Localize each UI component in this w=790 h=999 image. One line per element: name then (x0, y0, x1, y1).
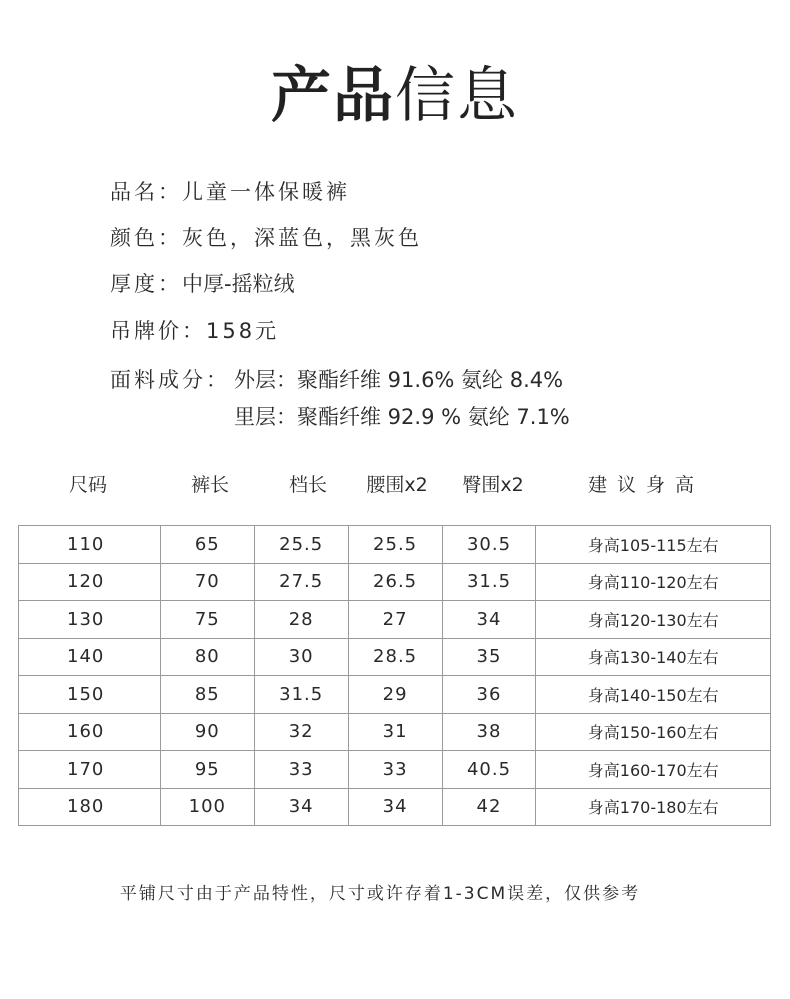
cell-hip: 36 (442, 676, 536, 714)
cell-height: 身高150-160左右 (536, 713, 771, 751)
material-inner: 里层：聚酯纤维 92.9 % 氨纶 7.1% (234, 405, 570, 429)
thickness-value: 中厚-摇粒绒 (182, 272, 295, 296)
cell-waist: 29 (348, 676, 442, 714)
cell-rise: 34 (254, 788, 348, 826)
price-value: 158元 (206, 319, 280, 343)
cell-pants-length: 100 (160, 788, 254, 826)
cell-hip: 34 (442, 601, 536, 639)
cell-waist: 27 (348, 601, 442, 639)
table-row (19, 563, 771, 601)
info-price (110, 315, 279, 345)
cell-pants-length: 75 (160, 601, 254, 639)
price-label: 吊牌价： (110, 319, 206, 343)
cell-size: 180 (19, 788, 161, 826)
color-value: 灰色，深蓝色，黑灰色 (182, 226, 422, 250)
name-label: 品名： (110, 180, 182, 204)
info-material (110, 364, 563, 394)
cell-hip: 31.5 (442, 563, 536, 601)
title-normal: 信息 (395, 61, 519, 131)
page-title (0, 48, 790, 134)
table-row (19, 638, 771, 676)
cell-waist: 34 (348, 788, 442, 826)
cell-hip: 38 (442, 713, 536, 751)
cell-waist: 28.5 (348, 638, 442, 676)
header-rise: 档长 (288, 474, 327, 496)
cell-rise: 28 (254, 601, 348, 639)
cell-waist: 25.5 (348, 526, 442, 564)
header-pants-length: 裤长 (190, 474, 229, 496)
table-row (19, 751, 771, 789)
cell-pants-length: 80 (160, 638, 254, 676)
cell-size: 160 (19, 713, 161, 751)
cell-rise: 31.5 (254, 676, 348, 714)
cell-rise: 27.5 (254, 563, 348, 601)
table-row (19, 713, 771, 751)
cell-rise: 25.5 (254, 526, 348, 564)
cell-height: 身高105-115左右 (536, 526, 771, 564)
header-waist: 腰围x2 (366, 474, 428, 496)
table-row (19, 788, 771, 826)
cell-height: 身高120-130左右 (536, 601, 771, 639)
cell-pants-length: 85 (160, 676, 254, 714)
cell-hip: 40.5 (442, 751, 536, 789)
info-color (110, 222, 422, 252)
title-bold: 产品 (271, 61, 395, 131)
color-label: 颜色： (110, 226, 182, 250)
cell-waist: 26.5 (348, 563, 442, 601)
size-table (18, 525, 771, 826)
cell-waist: 33 (348, 751, 442, 789)
cell-rise: 30 (254, 638, 348, 676)
cell-height: 身高110-120左右 (536, 563, 771, 601)
material-label: 面料成分： (110, 368, 230, 392)
cell-rise: 32 (254, 713, 348, 751)
info-thickness (110, 268, 295, 298)
cell-height: 身高170-180左右 (536, 788, 771, 826)
thickness-label: 厚度： (110, 272, 182, 296)
cell-pants-length: 65 (160, 526, 254, 564)
cell-pants-length: 90 (160, 713, 254, 751)
cell-rise: 33 (254, 751, 348, 789)
header-hip: 臀围x2 (462, 474, 524, 496)
info-material-inner (234, 401, 570, 431)
cell-hip: 42 (442, 788, 536, 826)
measurement-note: 平铺尺寸由于产品特性，尺寸或许存着1-3CM误差，仅供参考 (119, 884, 641, 904)
cell-size: 140 (19, 638, 161, 676)
cell-height: 身高140-150左右 (536, 676, 771, 714)
cell-waist: 31 (348, 713, 442, 751)
table-row (19, 601, 771, 639)
cell-height: 身高160-170左右 (536, 751, 771, 789)
cell-size: 170 (19, 751, 161, 789)
info-name (110, 176, 350, 206)
cell-pants-length: 95 (160, 751, 254, 789)
header-size: 尺码 (68, 474, 107, 496)
table-row (19, 676, 771, 714)
cell-size: 130 (19, 601, 161, 639)
cell-hip: 30.5 (442, 526, 536, 564)
cell-size: 110 (19, 526, 161, 564)
cell-hip: 35 (442, 638, 536, 676)
header-height: 建 议 身 高 (587, 474, 697, 496)
table-row (19, 526, 771, 564)
name-value: 儿童一体保暖裤 (182, 180, 350, 204)
material-outer: 外层：聚酯纤维 91.6% 氨纶 8.4% (234, 368, 564, 392)
cell-height: 身高130-140左右 (536, 638, 771, 676)
cell-size: 120 (19, 563, 161, 601)
cell-pants-length: 70 (160, 563, 254, 601)
cell-size: 150 (19, 676, 161, 714)
